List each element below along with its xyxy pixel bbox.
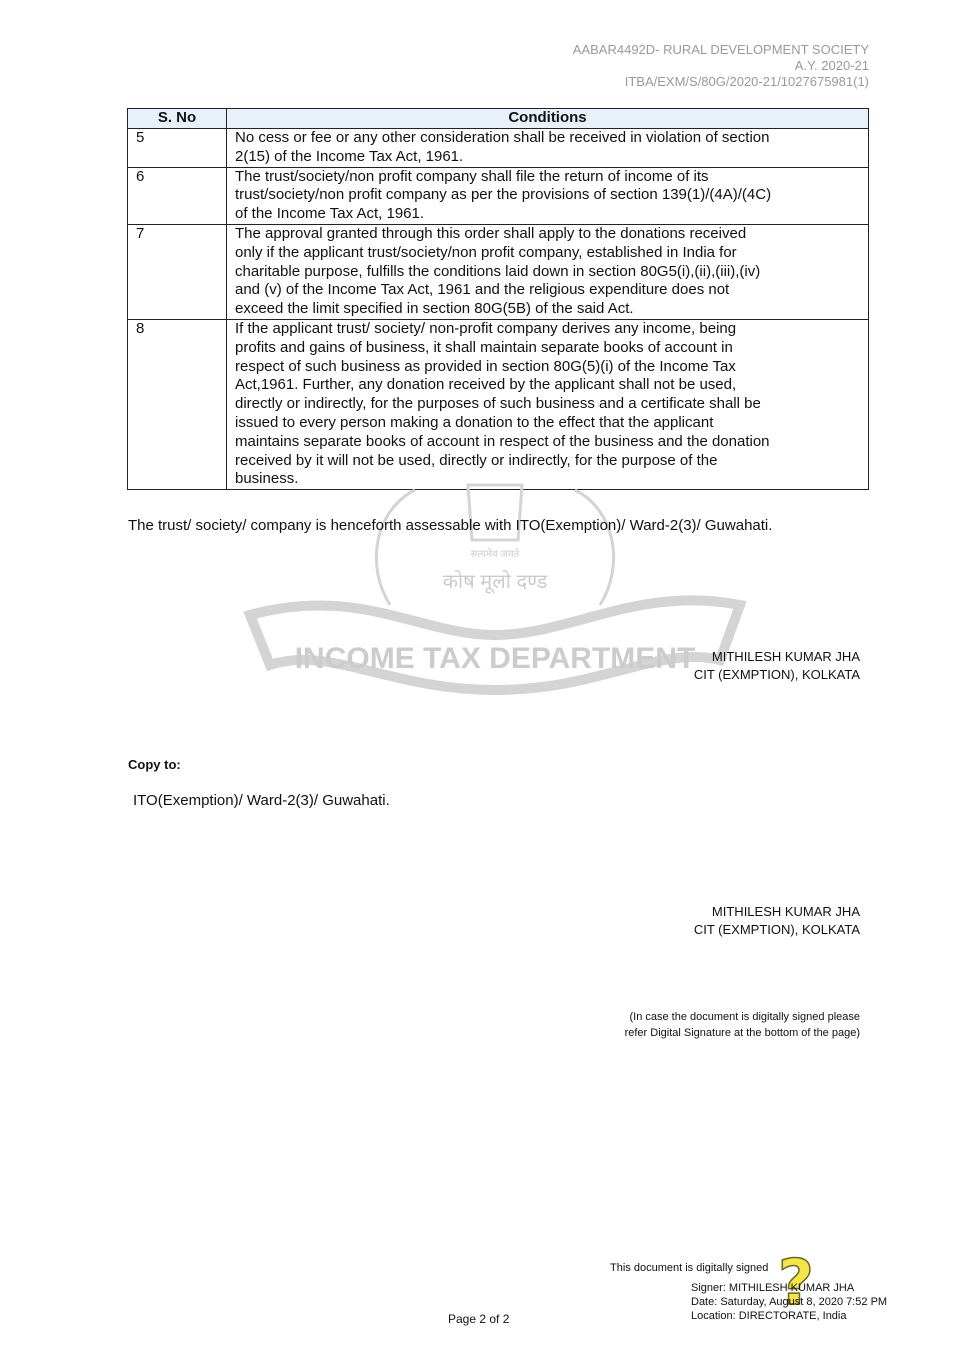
condition-number: 6: [128, 167, 227, 224]
copy-to-label: Copy to:: [128, 757, 181, 772]
signatory-name: MITHILESH KUMAR JHA: [711, 649, 860, 664]
conditions-table-body: [128, 129, 869, 490]
signature-signer: Signer: MITHILESH KUMAR JHA: [691, 1282, 855, 1294]
condition-text: [227, 167, 869, 224]
condition-number: 7: [128, 224, 227, 319]
conditions-table: [127, 108, 869, 490]
document-reference: [573, 42, 869, 90]
condition-text-line: received by it will not be used, directly or indirectly, for the purpose of the: [235, 451, 718, 469]
condition-text-line: respect of such business as provided in section 80G(5)(i) of the Income Tax: [235, 357, 736, 375]
condition-text-line: trust/society/non profit company as per the provisions of section 139(1)/(4A)/(4C): [235, 186, 772, 204]
condition-text-line: exceed the limit specified in section 80G(5B) of the said Act.: [235, 300, 634, 318]
condition-text-line: 2(15) of the Income Tax Act, 1961.: [235, 147, 464, 165]
signature-block-primary: [694, 648, 860, 684]
signatory-name: MITHILESH KUMAR JHA: [711, 904, 860, 919]
digital-signature-details: [691, 1281, 887, 1323]
table-header-row: [128, 109, 869, 129]
signatory-designation: CIT (EXMPTION), KOLKATA: [693, 667, 860, 682]
signature-block-secondary: [694, 903, 860, 939]
digital-signature-note-line2: refer Digital Signature at the bottom of the page): [624, 1027, 860, 1039]
condition-text: [227, 129, 869, 168]
signature-date: Date: Saturday, August 8, 2020 7:52 PM: [691, 1296, 888, 1308]
condition-text-line: The approval granted through this order shall apply to the donations received: [235, 224, 747, 242]
condition-text-line: business.: [235, 470, 299, 488]
condition-text-line: The trust/society/non profit company shall file the return of income of its: [235, 167, 709, 185]
condition-row: [128, 224, 869, 319]
condition-text-line: directly or indirectly, for the purposes of such business and a certificate shall be: [235, 395, 761, 413]
reference-line-assessment-year: A.Y. 2020-21: [794, 58, 869, 73]
condition-text-line: issued to every person making a donation to the effect that the applicant: [235, 413, 714, 431]
watermark-motto: कोष मूलो दण्ड: [442, 571, 548, 593]
digital-signature-note: [625, 1009, 860, 1041]
signatory-designation: CIT (EXMPTION), KOLKATA: [693, 922, 860, 937]
condition-text: [227, 319, 869, 489]
column-header-conditions: Conditions: [227, 109, 869, 129]
condition-text: [227, 224, 869, 319]
page-number: Page 2 of 2: [448, 1312, 510, 1326]
condition-text-line: No cess or fee or any other consideration shall be received in violation of section: [235, 129, 770, 146]
digital-signature-note-line1: (In case the document is digitally signed please: [629, 1011, 860, 1023]
column-header-sno: S. No: [128, 109, 227, 129]
condition-number: 5: [128, 129, 227, 168]
condition-text-line: If the applicant trust/ society/ non-profit company derives any income, being: [235, 319, 737, 337]
signature-location: Location: DIRECTORATE, India: [691, 1310, 847, 1322]
condition-text-line: of the Income Tax Act, 1961.: [235, 205, 425, 223]
condition-row: [128, 129, 869, 168]
question-mark-icon: ?: [778, 1246, 814, 1319]
condition-row: [128, 319, 869, 489]
condition-number: 8: [128, 319, 227, 489]
digitally-signed-label: This document is digitally signed: [610, 1262, 769, 1274]
condition-text-line: profits and gains of business, it shall maintain separate books of account in: [235, 338, 733, 356]
assessable-statement: The trust/ society/ company is henceforth assessable with ITO(Exemption)/ Ward-2(3)/ Guwahati.: [128, 517, 773, 534]
condition-text-line: and (v) of the Income Tax Act, 1961 and the religious expenditure does not: [235, 281, 730, 299]
copy-to-recipient: ITO(Exemption)/ Ward-2(3)/ Guwahati.: [133, 792, 390, 809]
condition-row: [128, 167, 869, 224]
income-tax-department-watermark: [240, 470, 750, 720]
watermark-wreath-left: [376, 490, 415, 605]
watermark-text: INCOME TAX DEPARTMENT: [294, 642, 696, 675]
condition-text-line: maintains separate books of account in respect of the business and the donation: [235, 432, 770, 450]
condition-text-line: charitable purpose, fulfills the conditions laid down in section 80G5(i),(ii),(iii),(iv): [235, 262, 761, 280]
reference-line-order-number: ITBA/EXM/S/80G/2020-21/1027675981(1): [624, 74, 869, 89]
condition-text-line: only if the applicant trust/society/non profit company, established in India for: [235, 243, 737, 261]
reference-line-pan-society: AABAR4492D- RURAL DEVELOPMENT SOCIETY: [572, 42, 869, 57]
watermark-emblem-text: सत्यमेव जयते: [470, 549, 520, 560]
condition-text-line: Act,1961. Further, any donation received by the applicant shall not be used,: [235, 376, 737, 394]
watermark-wreath-right: [575, 490, 614, 605]
